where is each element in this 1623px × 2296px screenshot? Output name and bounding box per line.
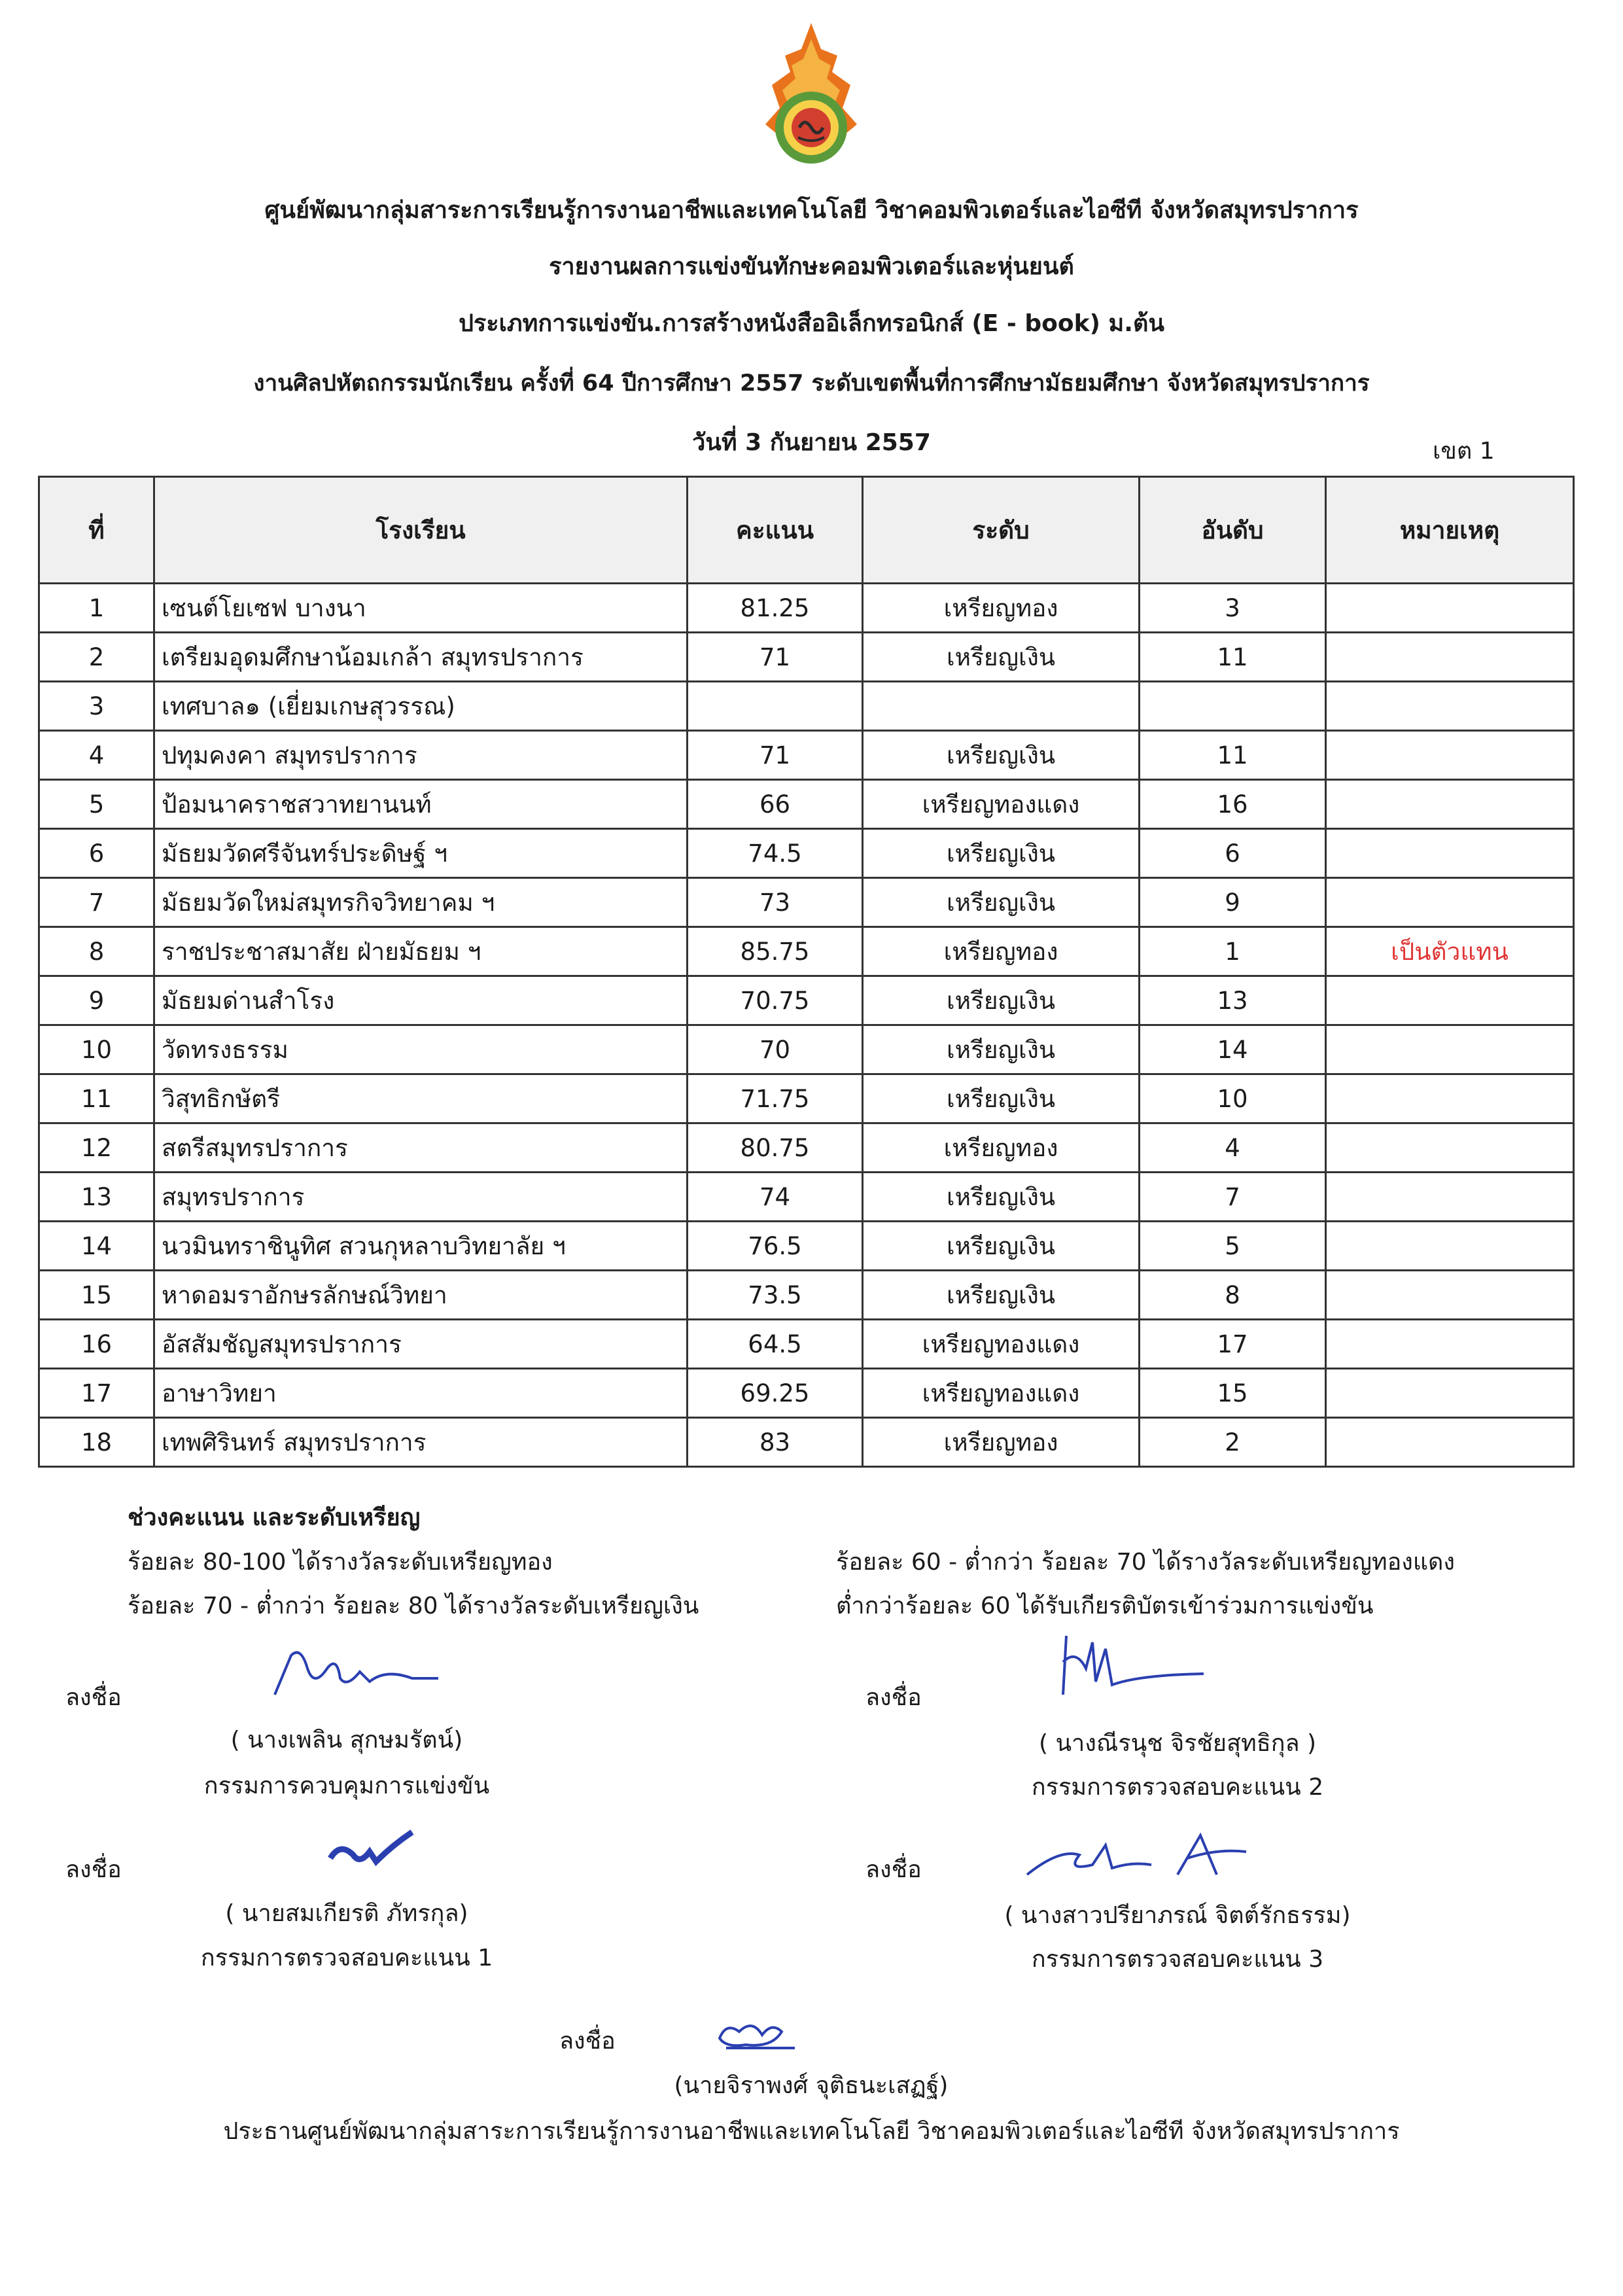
zone-label: เขต 1 — [1433, 438, 1495, 465]
score: 64.5 — [688, 1320, 863, 1369]
org-title: ศูนย์พัฒนากลุ่มสาระการเรียนรู้การงานอาชีพและเทคโนโลยี วิชาคอมพิวเตอร์และไอซีที จังหวัดสมุทรปราการ — [264, 197, 1359, 224]
medal-level: เหรียญทอง — [863, 927, 1140, 976]
row-number: 8 — [39, 927, 154, 976]
score: 71 — [688, 731, 863, 780]
school-name: วิสุทธิกษัตรี — [154, 1074, 688, 1123]
score: 71 — [688, 633, 863, 682]
table-row — [39, 1271, 1574, 1320]
table-row — [39, 682, 1574, 731]
col-header-school: โรงเรียน — [154, 477, 688, 584]
score: 85.75 — [688, 927, 863, 976]
remark — [1326, 584, 1574, 633]
remark — [1326, 780, 1574, 829]
score: 70.75 — [688, 976, 863, 1025]
school-name: นวมินทราชินูทิศ สวนกุหลาบวิทยาลัย ฯ — [154, 1222, 688, 1271]
row-number: 16 — [39, 1320, 154, 1369]
rank: 13 — [1140, 976, 1326, 1025]
col-header-note: หมายเหตุ — [1326, 477, 1574, 584]
legend-participation: ต่ำกว่าร้อยละ 60 ได้รับเกียรติบัตรเข้าร่วมการแข่งขัน — [836, 1593, 1374, 1619]
sign-label: ลงชื่อ — [865, 1856, 922, 1883]
event-title: งานศิลปหัตถกรรมนักเรียน ครั้งที่ 64 ปีการศึกษา 2557 ระดับเขตพื้นที่การศึกษามัธยมศึกษา จังหวัดสมุทรปราการ — [253, 370, 1370, 397]
remark — [1326, 633, 1574, 682]
medal-level: เหรียญทอง — [863, 1123, 1140, 1173]
school-name: สตรีสมุทรปราการ — [154, 1123, 688, 1173]
table-row — [39, 829, 1574, 878]
table-row — [39, 927, 1574, 976]
school-name: อัสสัมชัญสมุทรปราการ — [154, 1320, 688, 1369]
rank: 7 — [1140, 1173, 1326, 1222]
emblem-logo — [759, 20, 864, 177]
table-row — [39, 1025, 1574, 1074]
medal-level: เหรียญเงิน — [863, 1025, 1140, 1074]
legend-silver: ร้อยละ 70 - ต่ำกว่า ร้อยละ 80 ได้รางวัลระดับเหรียญเงิน — [128, 1593, 699, 1619]
rank: 17 — [1140, 1320, 1326, 1369]
row-number: 10 — [39, 1025, 154, 1074]
signer-role: กรรมการตรวจสอบคะแนน 3 — [1031, 1946, 1324, 1973]
legend-gold: ร้อยละ 80-100 ได้รางวัลระดับเหรียญทอง — [128, 1549, 553, 1576]
school-name: อาษาวิทยา — [154, 1369, 688, 1418]
table-row — [39, 1222, 1574, 1271]
signer-role: กรรมการควบคุมการแข่งขัน — [203, 1773, 490, 1799]
score: 71.75 — [688, 1074, 863, 1123]
school-name: สมุทรปราการ — [154, 1173, 688, 1222]
competition-type: ประเภทการแข่งขัน.การสร้างหนังสืออิเล็กทรอนิกส์ (E - book) ม.ต้น — [459, 310, 1164, 337]
medal-level: เหรียญเงิน — [863, 1222, 1140, 1271]
medal-level: เหรียญเงิน — [863, 878, 1140, 927]
row-number: 6 — [39, 829, 154, 878]
score: 80.75 — [688, 1123, 863, 1173]
school-name: เซนต์โยเซฟ บางนา — [154, 584, 688, 633]
medal-level: เหรียญทอง — [863, 584, 1140, 633]
rank — [1140, 682, 1326, 731]
table-row — [39, 1123, 1574, 1173]
sign-label: ลงชื่อ — [559, 2028, 616, 2055]
sign-label: ลงชื่อ — [65, 1856, 122, 1883]
row-number: 14 — [39, 1222, 154, 1271]
report-title: รายงานผลการแข่งขันทักษะคอมพิวเตอร์และหุ่นยนต์ — [549, 253, 1074, 280]
medal-level: เหรียญเงิน — [863, 829, 1140, 878]
medal-level: เหรียญเงิน — [863, 1271, 1140, 1320]
table-row — [39, 731, 1574, 780]
rank: 14 — [1140, 1025, 1326, 1074]
table-row — [39, 878, 1574, 927]
score: 73.5 — [688, 1271, 863, 1320]
score: 73 — [688, 878, 863, 927]
table-row — [39, 1173, 1574, 1222]
score: 69.25 — [688, 1369, 863, 1418]
score: 70 — [688, 1025, 863, 1074]
medal-level: เหรียญเงิน — [863, 1074, 1140, 1123]
school-name: ป้อมนาคราชสวาทยานนท์ — [154, 780, 688, 829]
score: 74 — [688, 1173, 863, 1222]
table-row — [39, 1418, 1574, 1467]
row-number: 18 — [39, 1418, 154, 1467]
signer-name: (นายจิราพงศ์ จุติธนะเสฏฐ์) — [674, 2072, 949, 2099]
rank: 9 — [1140, 878, 1326, 927]
col-header-no: ที่ — [39, 477, 154, 584]
rank: 6 — [1140, 829, 1326, 878]
school-name: หาดอมราอักษรลักษณ์วิทยา — [154, 1271, 688, 1320]
medal-level: เหรียญทองแดง — [863, 1320, 1140, 1369]
rank: 10 — [1140, 1074, 1326, 1123]
remark — [1326, 829, 1574, 878]
table-row — [39, 1369, 1574, 1418]
score: 66 — [688, 780, 863, 829]
row-number: 7 — [39, 878, 154, 927]
signature-scribble — [1021, 1829, 1256, 1888]
medal-level: เหรียญเงิน — [863, 633, 1140, 682]
row-number: 3 — [39, 682, 154, 731]
remark — [1326, 1074, 1574, 1123]
rank: 11 — [1140, 633, 1326, 682]
rank: 11 — [1140, 731, 1326, 780]
row-number: 2 — [39, 633, 154, 682]
signature-scribble — [1047, 1623, 1217, 1708]
score — [688, 682, 863, 731]
signer-name: ( นายสมเกียรติ ภัทรกุล) — [225, 1900, 468, 1927]
medal-level: เหรียญเงิน — [863, 976, 1140, 1025]
medal-level: เหรียญเงิน — [863, 1173, 1140, 1222]
remark — [1326, 976, 1574, 1025]
remark — [1326, 1222, 1574, 1271]
remark — [1326, 731, 1574, 780]
medal-level: เหรียญเงิน — [863, 731, 1140, 780]
remark — [1326, 1418, 1574, 1467]
row-number: 4 — [39, 731, 154, 780]
row-number: 9 — [39, 976, 154, 1025]
table-row — [39, 633, 1574, 682]
table-row — [39, 780, 1574, 829]
legend-bronze: ร้อยละ 60 - ต่ำกว่า ร้อยละ 70 ได้รางวัลระดับเหรียญทองแดง — [836, 1549, 1456, 1576]
school-name: เตรียมอุดมศึกษาน้อมเกล้า สมุทรปราการ — [154, 633, 688, 682]
results-table — [38, 476, 1575, 1468]
school-name: วัดทรงธรรม — [154, 1025, 688, 1074]
remark — [1326, 1123, 1574, 1173]
table-row — [39, 976, 1574, 1025]
score: 76.5 — [688, 1222, 863, 1271]
remark — [1326, 1173, 1574, 1222]
rank: 16 — [1140, 780, 1326, 829]
sign-label: ลงชื่อ — [865, 1684, 922, 1711]
medal-level: เหรียญทองแดง — [863, 1369, 1140, 1418]
table-header-row — [39, 477, 1574, 584]
remark — [1326, 1369, 1574, 1418]
medal-level: เหรียญทอง — [863, 1418, 1140, 1467]
rank: 15 — [1140, 1369, 1326, 1418]
remark — [1326, 878, 1574, 927]
medal-level — [863, 682, 1140, 731]
school-name: เทศบาล๑ (เยี่ยมเกษสุวรรณ) — [154, 682, 688, 731]
col-header-score: คะแนน — [688, 477, 863, 584]
row-number: 17 — [39, 1369, 154, 1418]
rank: 3 — [1140, 584, 1326, 633]
table-row — [39, 1320, 1574, 1369]
event-date: วันที่ 3 กันยายน 2557 — [692, 429, 931, 456]
remark: เป็นตัวแทน — [1326, 927, 1574, 976]
rank: 1 — [1140, 927, 1326, 976]
school-name: ปทุมคงคา สมุทรปราการ — [154, 731, 688, 780]
signature-scribble — [707, 2012, 805, 2058]
col-header-level: ระดับ — [863, 477, 1140, 584]
score: 83 — [688, 1418, 863, 1467]
sign-label: ลงชื่อ — [65, 1684, 122, 1711]
score: 81.25 — [688, 584, 863, 633]
signer-name: ( นางณีรนุช จิรชัยสุทธิกุล ) — [1038, 1730, 1317, 1757]
rank: 2 — [1140, 1418, 1326, 1467]
signer-name: ( นางเพลิน สุกษมรัตน์) — [230, 1727, 463, 1754]
row-number: 11 — [39, 1074, 154, 1123]
signature-scribble — [262, 1642, 451, 1708]
table-row — [39, 584, 1574, 633]
table-row — [39, 1074, 1574, 1123]
school-name: มัธยมวัดใหม่สมุทรกิจวิทยาคม ฯ — [154, 878, 688, 927]
rank: 8 — [1140, 1271, 1326, 1320]
school-name: มัธยมวัดศรีจันทร์ประดิษฐ์ ฯ — [154, 829, 688, 878]
row-number: 15 — [39, 1271, 154, 1320]
score: 74.5 — [688, 829, 863, 878]
signature-scribble — [321, 1826, 419, 1878]
signer-role: กรรมการตรวจสอบคะแนน 2 — [1031, 1774, 1324, 1801]
remark — [1326, 682, 1574, 731]
signer-role: ประธานศูนย์พัฒนากลุ่มสาระการเรียนรู้การงานอาชีพและเทคโนโลยี วิชาคอมพิวเตอร์และไอซีที จังหวัดสมุทรปราการ — [223, 2118, 1400, 2145]
rank: 4 — [1140, 1123, 1326, 1173]
school-name: มัธยมด่านสำโรง — [154, 976, 688, 1025]
remark — [1326, 1271, 1574, 1320]
school-name: เทพศิรินทร์ สมุทรปราการ — [154, 1418, 688, 1467]
rank: 5 — [1140, 1222, 1326, 1271]
signer-role: กรรมการตรวจสอบคะแนน 1 — [200, 1945, 493, 1971]
medal-level: เหรียญทองแดง — [863, 780, 1140, 829]
row-number: 13 — [39, 1173, 154, 1222]
col-header-rank: อันดับ — [1140, 477, 1326, 584]
school-name: ราชประชาสมาสัย ฝ่ายมัธยม ฯ — [154, 927, 688, 976]
row-number: 12 — [39, 1123, 154, 1173]
remark — [1326, 1025, 1574, 1074]
remark — [1326, 1320, 1574, 1369]
legend-title: ช่วงคะแนน และระดับเหรียญ — [128, 1504, 421, 1531]
row-number: 5 — [39, 780, 154, 829]
signer-name: ( นางสาวปรียาภรณ์ จิตต์รักธรรม) — [1004, 1902, 1351, 1929]
row-number: 1 — [39, 584, 154, 633]
